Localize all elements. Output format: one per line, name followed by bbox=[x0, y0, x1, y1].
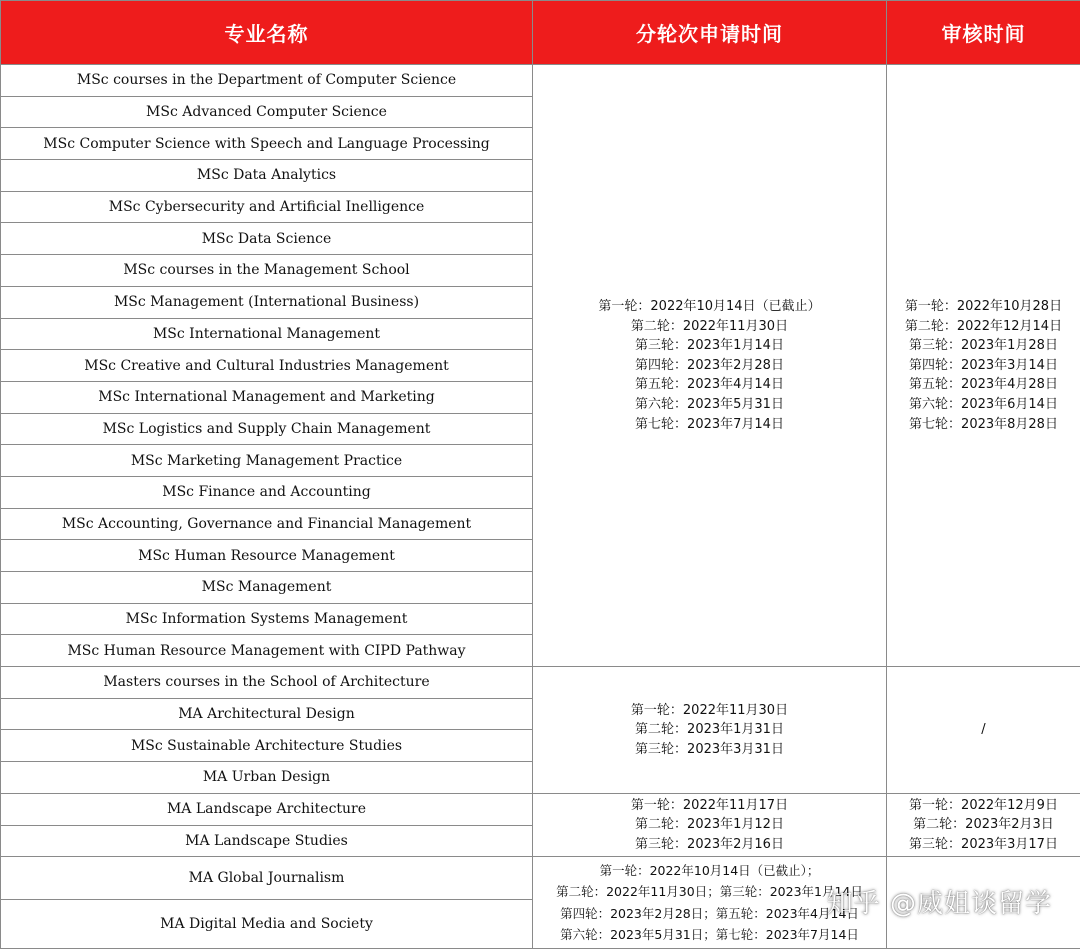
program-name: MSc Marketing Management Practice bbox=[1, 445, 533, 477]
round-date: 第四轮：2023年2月28日 bbox=[533, 356, 886, 376]
program-name: MSc courses in the Department of Computer Science bbox=[1, 65, 533, 97]
round-date: 第六轮：2023年5月31日；第七轮：2023年7月14日 bbox=[533, 924, 886, 946]
program-name: MSc International Management and Marketing bbox=[1, 381, 533, 413]
program-name: MSc Sustainable Architecture Studies bbox=[1, 730, 533, 762]
group1-application-rounds bbox=[533, 65, 887, 667]
table-row bbox=[1, 667, 1080, 699]
header-application-time: 分轮次申请时间 bbox=[533, 1, 887, 65]
group2-review-rounds bbox=[887, 667, 1080, 794]
program-name: MA Urban Design bbox=[1, 762, 533, 794]
program-name: MSc Data Science bbox=[1, 223, 533, 255]
program-name: MSc Cybersecurity and Artificial Inelligence bbox=[1, 191, 533, 223]
round-date: 第二轮：2022年11月30日；第三轮：2023年1月14日 bbox=[533, 881, 886, 903]
program-name: MSc Management (International Business) bbox=[1, 286, 533, 318]
program-name: MA Digital Media and Society bbox=[1, 900, 533, 949]
table-header-row bbox=[1, 1, 1080, 65]
round-date: 第二轮：2022年11月30日 bbox=[533, 317, 886, 337]
table-row bbox=[1, 793, 1080, 825]
program-name: MSc International Management bbox=[1, 318, 533, 350]
round-date: 第一轮：2022年11月30日 bbox=[533, 701, 886, 721]
zhihu-watermark: 知乎 @威姐谈留学 bbox=[827, 883, 1052, 920]
round-date: 第二轮：2023年1月12日 bbox=[533, 815, 886, 835]
program-name: MSc Human Resource Management with CIPD Pathway bbox=[1, 635, 533, 667]
program-name: MA Global Journalism bbox=[1, 857, 533, 900]
round-date: 第一轮：2022年10月14日（已截止） bbox=[533, 297, 886, 317]
round-date: 第四轮：2023年2月28日；第五轮：2023年4月14日 bbox=[533, 903, 886, 925]
round-date: 第一轮：2022年10月14日（已截止）； bbox=[533, 860, 886, 882]
round-date: 第七轮：2023年7月14日 bbox=[533, 415, 886, 435]
program-name: MSc Creative and Cultural Industries Management bbox=[1, 350, 533, 382]
program-name: Masters courses in the School of Architecture bbox=[1, 667, 533, 699]
program-name: MA Landscape Studies bbox=[1, 825, 533, 857]
round-date: 第五轮：2023年4月28日 bbox=[887, 375, 1080, 395]
program-name: MA Landscape Architecture bbox=[1, 793, 533, 825]
header-program-name: 专业名称 bbox=[1, 1, 533, 65]
group1-review-rounds bbox=[887, 65, 1080, 667]
review-none: / bbox=[887, 720, 1080, 740]
round-date: 第二轮：2022年12月14日 bbox=[887, 317, 1080, 337]
program-name: MSc Finance and Accounting bbox=[1, 476, 533, 508]
table-row bbox=[1, 65, 1080, 97]
round-date: 第三轮：2023年1月28日 bbox=[887, 336, 1080, 356]
round-date: 第三轮：2023年3月31日 bbox=[533, 740, 886, 760]
group3-application-rounds bbox=[533, 793, 887, 856]
round-date: 第二轮：2023年2月3日 bbox=[887, 815, 1080, 835]
program-name: MSc courses in the Management School bbox=[1, 255, 533, 287]
program-name: MSc Data Analytics bbox=[1, 160, 533, 192]
program-name: MSc Human Resource Management bbox=[1, 540, 533, 572]
round-date: 第六轮：2023年6月14日 bbox=[887, 395, 1080, 415]
program-name: MA Architectural Design bbox=[1, 698, 533, 730]
round-date: 第五轮：2023年4月14日 bbox=[533, 375, 886, 395]
round-date: 第三轮：2023年3月17日 bbox=[887, 835, 1080, 855]
round-date: 第七轮：2023年8月28日 bbox=[887, 415, 1080, 435]
program-name: MSc Logistics and Supply Chain Management bbox=[1, 413, 533, 445]
round-date: 第一轮：2022年12月9日 bbox=[887, 796, 1080, 816]
round-date: 第四轮：2023年3月14日 bbox=[887, 356, 1080, 376]
round-date: 第三轮：2023年2月16日 bbox=[533, 835, 886, 855]
round-date: 第二轮：2023年1月31日 bbox=[533, 720, 886, 740]
round-date: 第三轮：2023年1月14日 bbox=[533, 336, 886, 356]
program-name: MSc Information Systems Management bbox=[1, 603, 533, 635]
group3-review-rounds bbox=[887, 793, 1080, 856]
header-review-time: 审核时间 bbox=[887, 1, 1080, 65]
program-name: MSc Management bbox=[1, 572, 533, 604]
round-date: 第一轮：2022年11月17日 bbox=[533, 796, 886, 816]
program-name: MSc Computer Science with Speech and Language Processing bbox=[1, 128, 533, 160]
program-name: MSc Accounting, Governance and Financial Management bbox=[1, 508, 533, 540]
round-date: 第六轮：2023年5月31日 bbox=[533, 395, 886, 415]
program-name: MSc Advanced Computer Science bbox=[1, 96, 533, 128]
round-date: 第一轮：2022年10月28日 bbox=[887, 297, 1080, 317]
group2-application-rounds bbox=[533, 667, 887, 794]
